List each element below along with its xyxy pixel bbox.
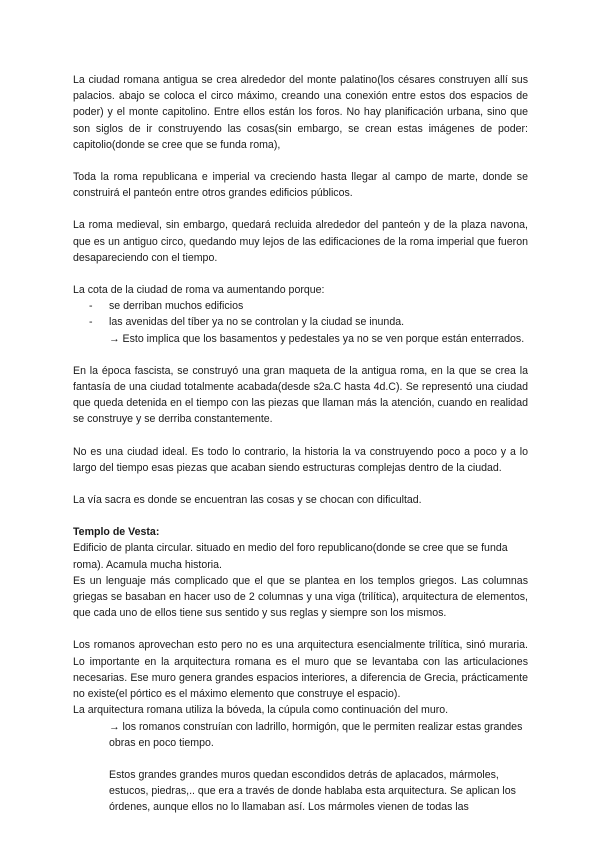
list-item: - las avenidas del tíber ya no se controlan y la ciudad se inunda.	[89, 316, 405, 329]
section-heading-vesta: Templo de Vesta:	[73, 526, 160, 539]
paragraph-cota-intro: La cota de la ciudad de roma va aumentando porque:	[73, 284, 325, 297]
paragraph-vesta-lenguaje: Es un lenguaje más complicado que el que se plantea en los templos griegos. Las columnas griegas se basaban en hacer uso de 2 columnas y una viga (trilítica), arquitectura de elementos, que cada uno de ellos tiene sus sentido y sus reglas y siempre son los mismos.	[73, 574, 528, 620]
paragraph-roma-republicana: Toda la roma republicana e imperial va creciendo hasta llegar al campo de marte, donde se construirá el panteón entre otros grandes edificios públicos.	[73, 171, 528, 200]
paragraph-boveda: La arquitectura romana utiliza la bóveda, la cúpula como continuación del muro.	[73, 704, 449, 717]
paragraph-roma-medieval: La roma medieval, sin embargo, quedará recluida alrededor del panteón y de la plaza navona, que es un antiguo circo, quedando muy lejos de las edificaciones de la roma imperial que fueron desapareciendo con el tiempo.	[73, 219, 528, 264]
list-item: - se derriban muchos edificios	[89, 300, 244, 313]
text-column	[73, 72, 528, 816]
arrow-note-materiales: → los romanos construían con ladrillo, hormigón, que le permiten realizar estas grandes obras en poco tiempo.	[109, 720, 523, 749]
paragraph-ciudad-romana: La ciudad romana antigua se crea alrededor del monte palatino(los césares construyen allí sus palacios. abajo se coloca el circo máximo, creando una conexión entre estos dos espacios de poder) y el monte capitolino. Entre ellos están los foros. No hay planificación urbana, sino que son siglos de ir construyendo las cosas(sin embargo, se crean estas imágenes de poder: capitolio(donde se cree que se funda roma),	[73, 74, 528, 151]
paragraph-romanos-muraria: Los romanos aprovechan esto pero no es una arquitectura esencialmente trilítica, sinó muraria. Lo importante en la arquitectura romana es el muro que se levantaba con las articulaciones necesarias. Ese muro genera grandes espacios interiores, a diferencia de Grecia, prácticamente no existe(el pórtico es el máximo elemento que construye el espacio).	[73, 639, 528, 701]
paragraph-epoca-fascista: En la época fascista, se construyó una gran maqueta de la antigua roma, en la que se crea la fantasía de una ciudad totalmente acabada(desde s2a.C hasta 4d.C). Se representó una ciudad que queda detenida en el tiempo con las piezas que llaman más la atención, cuando en realidad se construye y se derriba constantemente.	[73, 364, 528, 426]
paragraph-muros-escondidos: Estos grandes grandes muros quedan escondidos detrás de aplacados, mármoles, estucos, piedras,.. que era a través de donde hablaba esta arquitectura. Se aplican los órdenes, aunque ellos no lo llamaban así. Los mármoles vienen de todas las	[109, 768, 516, 814]
arrow-note-basamentos: → Esto implica que los basamentos y pedestales ya no se ven porque están enterrados.	[109, 332, 525, 345]
paragraph-ciudad-ideal: No es una ciudad ideal. Es todo lo contrario, la historia la va construyendo poco a poco y a lo largo del tiempo esas piezas que acaban siendo estructuras complejas dentro de la ciudad.	[73, 445, 528, 474]
dash-list	[73, 298, 528, 330]
paragraph-via-sacra: La vía sacra es donde se encuentran las cosas y se chocan con dificultad.	[73, 494, 422, 507]
paragraph-vesta-planta: Edificio de planta circular. situado en medio del foro republicano(donde se cree que se funda roma). Acamula mucha historia.	[73, 542, 508, 571]
